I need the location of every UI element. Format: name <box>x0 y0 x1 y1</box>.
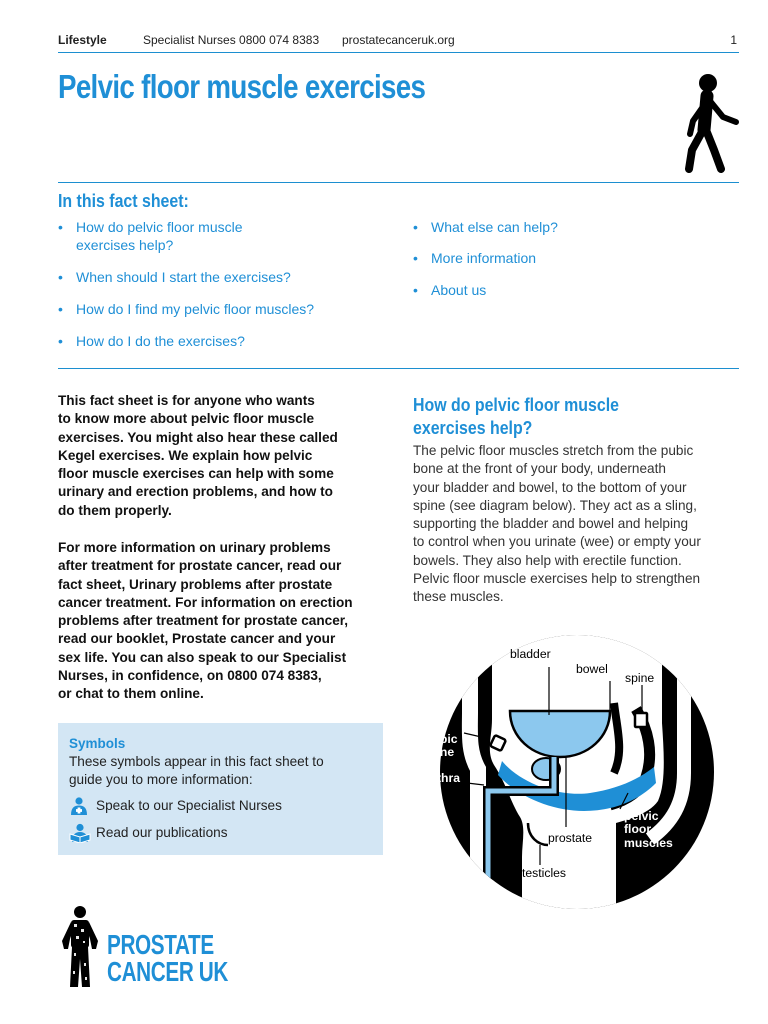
body-line: Pelvic floor muscle exercises help to strengthen <box>413 571 701 587</box>
toc-heading: In this fact sheet: <box>58 190 189 211</box>
label-bladder: bladder <box>510 647 551 661</box>
logo-line-1: PROSTATE <box>107 929 214 960</box>
toc-link-find-muscles[interactable]: • How do I find my pelvic floor muscles? <box>58 300 314 318</box>
body-line: bone at the front of your body, underneath <box>413 461 666 477</box>
symbols-heading: Symbols <box>69 736 126 751</box>
label-prostate: prostate <box>548 831 593 845</box>
body-line: bowels. They also help with erectile function. <box>413 552 682 568</box>
section-heading-line: How do pelvic floor muscle <box>413 394 619 415</box>
symbol-label-publications: Read our publications <box>96 825 228 840</box>
website-link[interactable]: prostatecanceruk.org <box>342 33 455 47</box>
intro-line: exercises. You might also hear these called <box>58 429 338 445</box>
symbols-description <box>69 753 324 789</box>
toc-link-what-else[interactable]: • What else can help? <box>413 218 558 236</box>
intro-line: or chat to them online. <box>58 686 204 702</box>
section-heading <box>413 393 619 439</box>
label-bowel: bowel <box>576 662 608 676</box>
logo-wordmark <box>107 931 228 985</box>
bowel-shape <box>614 703 619 773</box>
label-muscles: muscles <box>624 836 673 850</box>
intro-line: For more information on urinary problems <box>58 540 331 555</box>
label-floor: floor <box>624 822 652 836</box>
label-testicles: testicles <box>522 866 567 880</box>
intro-line: This fact sheet is for anyone who wants <box>58 393 315 408</box>
page-number: 1 <box>730 33 737 47</box>
body-line: spine (see diagram below). They act as a sling, <box>413 497 697 513</box>
spine-vertebra <box>635 713 647 727</box>
body-line: to control when you urinate (wee) or empty your <box>413 534 701 550</box>
symbol-label-nurses: Speak to our Specialist Nurses <box>96 798 282 813</box>
intro-line: do them properly. <box>58 502 172 518</box>
page-header <box>58 30 739 54</box>
label-pubic: pubic <box>425 732 458 746</box>
section-body <box>413 442 701 607</box>
label-spine: spine <box>625 671 655 685</box>
intro-line: cancer treatment. For information on erection <box>58 594 353 610</box>
section-rule-top <box>58 182 739 183</box>
intro-line: floor muscle exercises can help with some <box>58 466 334 482</box>
body-line: your bladder and bowel, to the bottom of your <box>413 479 687 495</box>
section-rule-bottom <box>58 368 739 369</box>
intro-line: Nurses, in confidence, on 0800 074 8383, <box>58 668 322 684</box>
intro-line: Kegel exercises. We explain how pelvic <box>58 447 313 463</box>
intro-line: fact sheet, Urinary problems after prostate <box>58 576 333 592</box>
page-title: Pelvic floor muscle exercises <box>58 68 426 105</box>
symbols-desc-line: guide you to more information: <box>69 772 253 787</box>
label-urethra: urethra <box>418 771 460 785</box>
intro-paragraph-1 <box>58 392 338 520</box>
section-heading-line: exercises help? <box>413 417 533 438</box>
body-line: supporting the bladder and bowel and helping <box>413 516 689 532</box>
reader-icon <box>69 823 91 843</box>
label-bone: bone <box>425 745 455 759</box>
intro-line: problems after treatment for prostate cancer, <box>58 613 349 629</box>
symbols-desc-line: These symbols appear in this fact sheet to <box>69 754 324 769</box>
category-label: Lifestyle <box>58 33 107 47</box>
header-rule <box>58 52 739 53</box>
intro-line: after treatment for prostate cancer, read our <box>58 558 342 574</box>
label-pelvic: pelvic <box>624 809 659 823</box>
intro-line: read our booklet, Prostate cancer and your <box>58 631 336 647</box>
intro-line: to know more about pelvic floor muscle <box>58 411 315 427</box>
toc-link-how-help[interactable]: • How do pelvic floor muscle <box>58 218 243 236</box>
intro-line: sex life. You can also speak to our Specialist <box>58 649 347 665</box>
toc-link-how-help-cont[interactable]: exercises help? <box>76 237 174 253</box>
logo-line-2: CANCER UK <box>107 956 228 987</box>
pelvic-floor-diagram <box>414 633 740 910</box>
body-outline-left <box>470 633 478 910</box>
toc-link-do-exercises[interactable]: • How do I do the exercises? <box>58 332 245 350</box>
intro-line: urinary and erection problems, and how to <box>58 484 333 500</box>
body-line: The pelvic floor muscles stretch from the pubic <box>413 443 694 458</box>
nurse-icon <box>69 796 89 816</box>
prostate-cancer-uk-logo-icon <box>58 905 106 989</box>
symbols-box <box>58 723 383 855</box>
toc-link-when-start[interactable]: • When should I start the exercises? <box>58 268 291 286</box>
toc-link-more-info[interactable]: • More information <box>413 249 536 267</box>
body-line: these muscles. <box>413 589 504 605</box>
intro-paragraph-2 <box>58 539 353 704</box>
walking-person-icon <box>676 72 742 176</box>
toc-link-about-us[interactable]: • About us <box>413 281 486 299</box>
nurses-phone[interactable]: Specialist Nurses 0800 074 8383 <box>143 33 320 47</box>
